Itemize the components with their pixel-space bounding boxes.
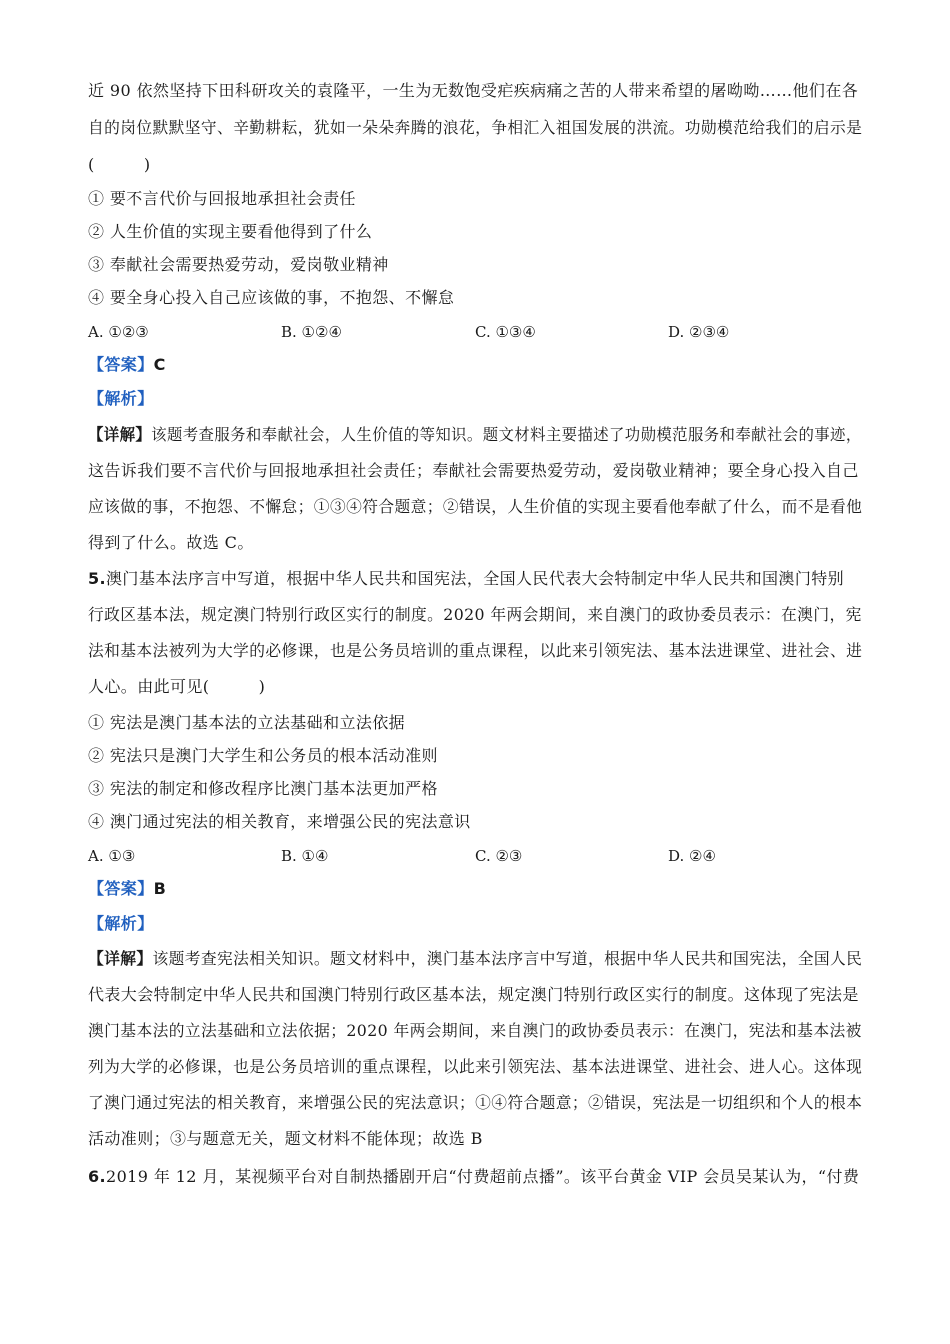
q4-analysis-tag — [88, 388, 154, 410]
answer-value: B — [153, 879, 167, 898]
q5-option-d: D. ②④ — [668, 847, 716, 865]
q6-number: 6. — [88, 1167, 107, 1186]
q4-detail-text-1: 该题考查服务和奉献社会，人生价值的等知识。题文材料主要描述了功勋模范服务和奉献社会的事迹， — [151, 425, 862, 444]
q5-statement-4: ④ 澳门通过宪法的相关教育，来增强公民的宪法意识 — [88, 812, 471, 831]
q5-detail-line-5: 了澳门通过宪法的相关教育，来增强公民的宪法意识；①④符合题意；②错误，宪法是一切组织和个人的根本 — [88, 1093, 863, 1112]
q6-stem-text: 2019 年 12 月，某视频平台对自制热播剧开启“付费超前点播”。该平台黄金 VIP 会员吴某认为，“付费 — [106, 1167, 860, 1186]
q4-option-b: B. ①②④ — [281, 323, 342, 341]
q5-detail-text-1: 该题考查宪法相关知识。题文材料中，澳门基本法序言中写道，根据中华人民共和国宪法，全国人民 — [152, 949, 863, 968]
q5-detail-line-3: 澳门基本法的立法基础和立法依据；2020 年两会期间，来自澳门的政协委员表示：在澳门，宪法和基本法被 — [88, 1021, 862, 1040]
answer-tag: 【答案】 — [88, 355, 154, 374]
q5-analysis-tag — [88, 913, 154, 935]
answer-value: C — [153, 355, 166, 374]
q4-option-c: C. ①③④ — [475, 323, 536, 341]
q4-detail-line-4: 得到了什么。故选 C。 — [88, 533, 254, 552]
q4-detail-line-1 — [88, 424, 862, 446]
q5-statement-3: ③ 宪法的制定和修改程序比澳门基本法更加严格 — [88, 779, 438, 798]
q5-stem-line-4: 人心。由此可见( ) — [88, 677, 266, 696]
q4-stem-line-3: ( ) — [88, 155, 151, 174]
q5-statement-2: ② 宪法只是澳门大学生和公务员的根本活动准则 — [88, 746, 438, 765]
q4-stem-line-2: 自的岗位默默坚守、辛勤耕耘，犹如一朵朵奔腾的浪花，争相汇入祖国发展的洪流。功勋模范给我们的启示是 — [88, 118, 863, 137]
detail-tag: 【详解】 — [88, 425, 152, 444]
detail-tag: 【详解】 — [88, 949, 153, 968]
q5-option-a: A. ①③ — [88, 847, 136, 865]
q4-statement-3: ③ 奉献社会需要热爱劳动，爱岗敬业精神 — [88, 255, 389, 274]
q4-stem-line-1: 近 90 依然坚持下田科研攻关的袁隆平，一生为无数饱受疟疾病痛之苦的人带来希望的屠呦呦……他们在各 — [88, 81, 859, 100]
q5-option-c: C. ②③ — [475, 847, 523, 865]
analysis-tag: 【解析】 — [88, 914, 154, 933]
q4-statement-4: ④ 要全身心投入自己应该做的事，不抱怨、不懈怠 — [88, 288, 455, 307]
q5-option-b: B. ①④ — [281, 847, 329, 865]
q4-option-a: A. ①②③ — [88, 323, 149, 341]
q5-stem-line-1 — [88, 568, 844, 590]
q4-option-d: D. ②③④ — [668, 323, 730, 341]
q4-statement-1: ① 要不言代价与回报地承担社会责任 — [88, 189, 356, 208]
q5-answer — [88, 878, 166, 900]
q5-stem-line-2: 行政区基本法，规定澳门特别行政区实行的制度。2020 年两会期间，来自澳门的政协委员表示：在澳门，宪 — [88, 605, 862, 624]
q4-detail-line-2: 这告诉我们要不言代价与回报地承担社会责任；奉献社会需要热爱劳动，爱岗敬业精神；要全身心投入自己 — [88, 461, 859, 480]
q5-detail-line-4: 列为大学的必修课，也是公务员培训的重点课程，以此来引领宪法、基本法进课堂、进社会、进人心。这体现 — [88, 1057, 863, 1076]
q5-detail-line-1 — [88, 948, 862, 970]
q4-detail-line-3: 应该做的事，不抱怨、不懈怠；①③④符合题意；②错误，人生价值的实现主要看他奉献了什么，而不是看他 — [88, 497, 863, 516]
q4-answer — [88, 354, 166, 376]
analysis-tag: 【解析】 — [88, 389, 154, 408]
q5-stem-text-1: 澳门基本法序言中写道，根据中华人民共和国宪法，全国人民代表大会特制定中华人民共和国澳门特别 — [106, 569, 845, 588]
q6-stem-line-1 — [88, 1166, 859, 1188]
q4-statement-2: ② 人生价值的实现主要看他得到了什么 — [88, 222, 373, 241]
answer-tag: 【答案】 — [88, 879, 154, 898]
q5-detail-line-2: 代表大会特制定中华人民共和国澳门特别行政区基本法，规定澳门特别行政区实行的制度。这体现了宪法是 — [88, 985, 859, 1004]
q5-detail-line-6: 活动准则；③与题意无关，题文材料不能体现；故选 B — [88, 1129, 483, 1148]
q5-number: 5. — [88, 569, 107, 588]
q5-stem-line-3: 法和基本法被列为大学的必修课，也是公务员培训的重点课程，以此来引领宪法、基本法进课堂、进社会、进 — [88, 641, 863, 660]
q5-statement-1: ① 宪法是澳门基本法的立法基础和立法依据 — [88, 713, 406, 732]
